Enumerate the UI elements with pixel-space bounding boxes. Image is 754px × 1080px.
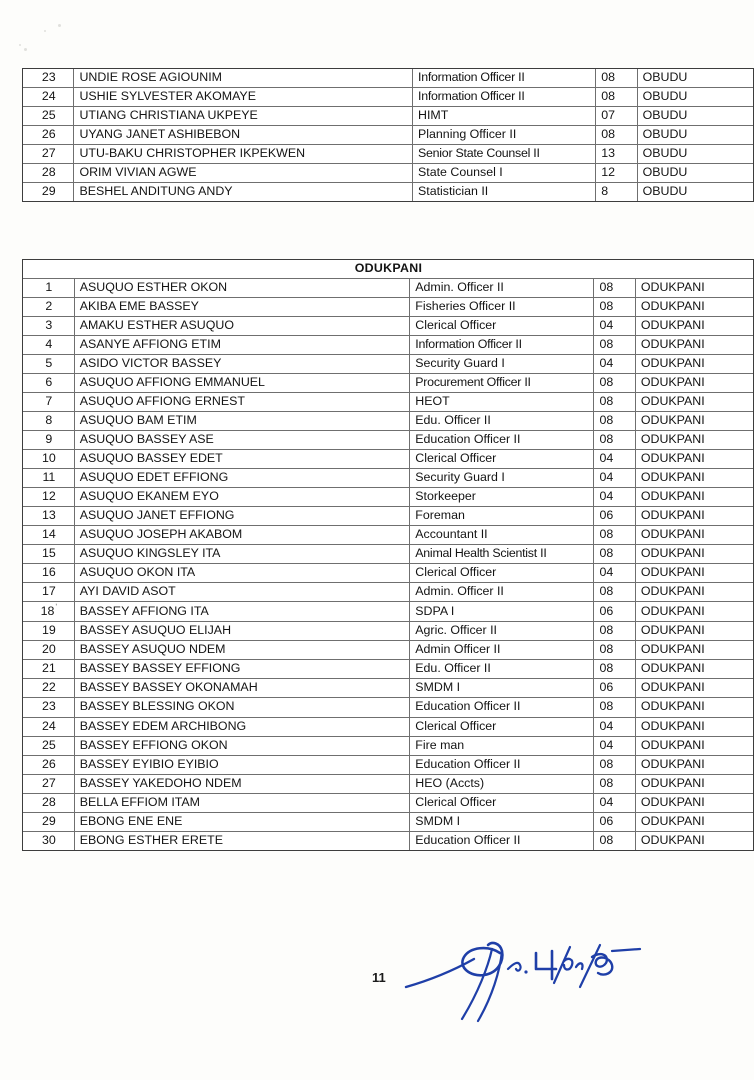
cell-grade-level: 04	[594, 469, 635, 488]
table-row	[23, 717, 754, 736]
table-row	[23, 336, 754, 355]
cell-name: ASUQUO OKON ITA	[74, 564, 410, 583]
cell-station: ODUKPANI	[635, 317, 753, 336]
cell-name: ASIDO VICTOR BASSEY	[74, 355, 410, 374]
cell-grade-level: 08	[594, 393, 635, 412]
cell-designation: SDPA I	[410, 602, 594, 622]
cell-name: UNDIE ROSE AGIOUNIM	[74, 69, 413, 88]
table-row	[23, 393, 754, 412]
cell-designation: Clerical Officer	[410, 564, 594, 583]
cell-serial-number: 14	[23, 526, 75, 545]
cell-grade-level: 04	[594, 717, 635, 736]
cell-designation: Procurement Officer II	[410, 374, 594, 393]
table-row	[23, 602, 754, 622]
cell-grade-level: 06	[594, 602, 635, 622]
cell-designation: Agric. Officer II	[410, 622, 594, 641]
scan-speck	[24, 48, 27, 51]
table-row	[23, 812, 754, 831]
cell-grade-level: 08	[594, 298, 635, 317]
cell-serial-number: 30	[23, 831, 75, 850]
cell-serial-number: 3	[23, 317, 75, 336]
staff-table-obudu	[22, 68, 754, 202]
table-row	[23, 88, 754, 107]
table-row	[23, 698, 754, 717]
cell-designation: Information Officer II	[413, 69, 596, 88]
cell-serial-number: 25	[23, 107, 74, 126]
table-row	[23, 126, 754, 145]
cell-designation: SMDM I	[410, 812, 594, 831]
cell-serial-number: 27	[23, 145, 74, 164]
cell-name: ASUQUO BAM ETIM	[74, 412, 410, 431]
staff-table-odukpani	[22, 259, 754, 851]
cell-grade-level: 08	[594, 774, 635, 793]
cell-name: EBONG ENE ENE	[74, 812, 410, 831]
cell-name: ASUQUO JOSEPH AKABOM	[74, 526, 410, 545]
cell-name: ASUQUO JANET EFFIONG	[74, 507, 410, 526]
cell-serial-number: 5	[23, 355, 75, 374]
cell-name: AYI DAVID ASOT	[74, 583, 410, 602]
cell-name: UTU-BAKU CHRISTOPHER IKPEKWEN	[74, 145, 413, 164]
cell-serial-number: 25	[23, 736, 75, 755]
table-row	[23, 774, 754, 793]
cell-name: BASSEY ASUQUO ELIJAH	[74, 622, 410, 641]
cell-serial-number: 19	[23, 622, 75, 641]
cell-station: ODUKPANI	[635, 507, 753, 526]
cell-designation: Storkeeper	[410, 488, 594, 507]
cell-name: BASSEY YAKEDOHO NDEM	[74, 774, 410, 793]
cell-designation: Clerical Officer	[410, 450, 594, 469]
table-row	[23, 183, 754, 202]
cell-serial-number: 2	[23, 298, 75, 317]
cell-grade-level: 08	[594, 431, 635, 450]
table-row	[23, 450, 754, 469]
table-row	[23, 564, 754, 583]
cell-designation: Fisheries Officer II	[410, 298, 594, 317]
cell-grade-level: 06	[594, 507, 635, 526]
cell-serial-number: 7	[23, 393, 75, 412]
cell-station: ODUKPANI	[635, 488, 753, 507]
cell-grade-level: 06	[594, 812, 635, 831]
cell-station: ODUKPANI	[635, 660, 753, 679]
table-row	[23, 69, 754, 88]
table-row	[23, 298, 754, 317]
cell-station: ODUKPANI	[635, 717, 753, 736]
cell-station: ODUKPANI	[635, 736, 753, 755]
cell-grade-level: 04	[594, 355, 635, 374]
cell-designation: Fire man	[410, 736, 594, 755]
cell-station: ODUKPANI	[635, 679, 753, 698]
table-row	[23, 679, 754, 698]
cell-grade-level: 08	[594, 374, 635, 393]
cell-name: BASSEY ASUQUO NDEM	[74, 641, 410, 660]
cell-name: BASSEY EFFIONG OKON	[74, 736, 410, 755]
cell-station: ODUKPANI	[635, 412, 753, 431]
cell-serial-number: 24	[23, 88, 74, 107]
table-row	[23, 107, 754, 126]
cell-grade-level: 08	[594, 583, 635, 602]
cell-designation: HEO (Accts)	[410, 774, 594, 793]
cell-station: ODUKPANI	[635, 564, 753, 583]
table-row	[23, 793, 754, 812]
cell-name: BASSEY BASSEY OKONAMAH	[74, 679, 410, 698]
cell-serial-number: 26	[23, 755, 75, 774]
cell-designation: Accountant II	[410, 526, 594, 545]
cell-grade-level: 08	[594, 698, 635, 717]
cell-serial-number: 12	[23, 488, 75, 507]
cell-station: OBUDU	[637, 69, 753, 88]
cell-serial-number: 29	[23, 183, 74, 202]
scan-speck	[19, 44, 21, 46]
cell-name: ASUQUO BASSEY ASE	[74, 431, 410, 450]
cell-serial-number: 28	[23, 164, 74, 183]
cell-designation: Senior State Counsel II	[413, 145, 596, 164]
cell-designation: Animal Health Scientist II	[410, 545, 594, 564]
cell-designation: Clerical Officer	[410, 793, 594, 812]
table-row	[23, 412, 754, 431]
table-body	[23, 69, 754, 202]
cell-grade-level: 13	[596, 145, 637, 164]
cell-grade-level: 08	[594, 660, 635, 679]
cell-name: BASSEY EYIBIO EYIBIO	[74, 755, 410, 774]
cell-serial-number: 1	[23, 279, 75, 298]
cell-designation: Edu. Officer II	[410, 660, 594, 679]
cell-serial-number: 9	[23, 431, 75, 450]
cell-designation: Information Officer II	[410, 336, 594, 355]
page-number: 11	[372, 970, 386, 985]
cell-grade-level: 08	[594, 336, 635, 355]
table-row	[23, 526, 754, 545]
cell-station: ODUKPANI	[635, 583, 753, 602]
cell-grade-level: 04	[594, 793, 635, 812]
cell-designation: Planning Officer II	[413, 126, 596, 145]
cell-name: ORIM VIVIAN AGWE	[74, 164, 413, 183]
cell-name: ASUQUO EKANEM EYO	[74, 488, 410, 507]
cell-serial-number: 10	[23, 450, 75, 469]
cell-grade-level: 04	[594, 317, 635, 336]
table-row	[23, 736, 754, 755]
cell-grade-level: 08	[596, 126, 637, 145]
table-row	[23, 164, 754, 183]
cell-serial-number: 20	[23, 641, 75, 660]
cell-designation: Statistician II	[413, 183, 596, 202]
cell-station: OBUDU	[637, 126, 753, 145]
cell-station: OBUDU	[637, 183, 753, 202]
cell-station: ODUKPANI	[635, 622, 753, 641]
cell-station: ODUKPANI	[635, 526, 753, 545]
table-row	[23, 507, 754, 526]
scan-tick-mark: ʼ	[55, 603, 58, 613]
cell-name: ASUQUO EDET EFFIONG	[74, 469, 410, 488]
group-heading-row	[23, 260, 754, 279]
cell-serial-number: 13	[23, 507, 75, 526]
cell-grade-level: 08	[596, 69, 637, 88]
cell-name: UTIANG CHRISTIANA UKPEYE	[74, 107, 413, 126]
cell-designation: HEOT	[410, 393, 594, 412]
table-row	[23, 622, 754, 641]
cell-serial-number: 26	[23, 126, 74, 145]
cell-serial-number: 17	[23, 583, 75, 602]
cell-name: BASSEY AFFIONG ITA	[74, 602, 410, 622]
cell-serial-number: 4	[23, 336, 75, 355]
table-row	[23, 583, 754, 602]
table-row	[23, 641, 754, 660]
cell-serial-number: 6	[23, 374, 75, 393]
cell-station: ODUKPANI	[635, 698, 753, 717]
cell-grade-level: 04	[594, 564, 635, 583]
cell-designation: Edu. Officer II	[410, 412, 594, 431]
cell-grade-level: 08	[594, 526, 635, 545]
cell-designation: Education Officer II	[410, 431, 594, 450]
cell-serial-number: 28	[23, 793, 75, 812]
scan-speck	[58, 24, 61, 27]
cell-name: BASSEY BLESSING OKON	[74, 698, 410, 717]
table-body	[23, 260, 754, 851]
cell-station: ODUKPANI	[635, 393, 753, 412]
cell-designation: Admin Officer II	[410, 641, 594, 660]
cell-grade-level: 08	[594, 755, 635, 774]
cell-name: EBONG ESTHER ERETE	[74, 831, 410, 850]
cell-station: ODUKPANI	[635, 450, 753, 469]
cell-designation: Security Guard I	[410, 355, 594, 374]
cell-station: ODUKPANI	[635, 812, 753, 831]
cell-name: ASUQUO KINGSLEY ITA	[74, 545, 410, 564]
cell-grade-level: 04	[594, 488, 635, 507]
cell-station: OBUDU	[637, 164, 753, 183]
cell-station: ODUKPANI	[635, 774, 753, 793]
cell-name: BASSEY BASSEY EFFIONG	[74, 660, 410, 679]
cell-grade-level: 08	[594, 279, 635, 298]
table-row	[23, 355, 754, 374]
cell-station: ODUKPANI	[635, 469, 753, 488]
cell-grade-level: 04	[594, 736, 635, 755]
cell-designation: Information Officer II	[413, 88, 596, 107]
cell-grade-level: 06	[594, 679, 635, 698]
table-row	[23, 545, 754, 564]
table-row	[23, 317, 754, 336]
cell-designation: Education Officer II	[410, 831, 594, 850]
cell-serial-number: 23	[23, 698, 75, 717]
cell-station: ODUKPANI	[635, 336, 753, 355]
cell-grade-level: 12	[596, 164, 637, 183]
cell-station: ODUKPANI	[635, 279, 753, 298]
cell-serial-number: 24	[23, 717, 75, 736]
cell-name: UYANG JANET ASHIBEBON	[74, 126, 413, 145]
table-row	[23, 145, 754, 164]
cell-serial-number: 29	[23, 812, 75, 831]
cell-serial-number: 15	[23, 545, 75, 564]
cell-name: ASUQUO BASSEY EDET	[74, 450, 410, 469]
table-row	[23, 488, 754, 507]
cell-designation: Security Guard I	[410, 469, 594, 488]
cell-station: ODUKPANI	[635, 298, 753, 317]
cell-station: ODUKPANI	[635, 374, 753, 393]
cell-name: AKIBA EME BASSEY	[74, 298, 410, 317]
handwritten-signature	[404, 935, 704, 1025]
group-heading-label: ODUKPANI	[23, 260, 754, 279]
cell-serial-number: 23	[23, 69, 74, 88]
cell-name: AMAKU ESTHER ASUQUO	[74, 317, 410, 336]
cell-designation: Education Officer II	[410, 698, 594, 717]
cell-designation: HIMT	[413, 107, 596, 126]
cell-station: ODUKPANI	[635, 602, 753, 622]
cell-station: ODUKPANI	[635, 755, 753, 774]
table-row	[23, 755, 754, 774]
cell-grade-level: 08	[596, 88, 637, 107]
cell-station: OBUDU	[637, 107, 753, 126]
cell-station: ODUKPANI	[635, 831, 753, 850]
cell-designation: Admin. Officer II	[410, 279, 594, 298]
cell-designation: Foreman	[410, 507, 594, 526]
cell-grade-level: 08	[594, 412, 635, 431]
cell-station: ODUKPANI	[635, 641, 753, 660]
table-row	[23, 374, 754, 393]
cell-designation: Education Officer II	[410, 755, 594, 774]
cell-station: ODUKPANI	[635, 545, 753, 564]
cell-name: ASUQUO ESTHER OKON	[74, 279, 410, 298]
cell-serial-number: 16	[23, 564, 75, 583]
table-row	[23, 279, 754, 298]
cell-name: ASUQUO AFFIONG EMMANUEL	[74, 374, 410, 393]
cell-serial-number: 22	[23, 679, 75, 698]
cell-station: OBUDU	[637, 88, 753, 107]
cell-grade-level: 04	[594, 450, 635, 469]
scan-speck	[44, 30, 46, 32]
cell-serial-number: 11	[23, 469, 75, 488]
cell-name: ASUQUO AFFIONG ERNEST	[74, 393, 410, 412]
cell-serial-number: $18^ʼ$	[23, 602, 75, 622]
cell-serial-number: 21	[23, 660, 75, 679]
cell-designation: Admin. Officer II	[410, 583, 594, 602]
cell-serial-number: 27	[23, 774, 75, 793]
cell-designation: State Counsel I	[413, 164, 596, 183]
cell-name: USHIE SYLVESTER AKOMAYE	[74, 88, 413, 107]
cell-station: ODUKPANI	[635, 355, 753, 374]
cell-designation: Clerical Officer	[410, 317, 594, 336]
cell-serial-number: 8	[23, 412, 75, 431]
cell-name: BELLA EFFIOM ITAM	[74, 793, 410, 812]
cell-name: ASANYE AFFIONG ETIM	[74, 336, 410, 355]
table-row	[23, 431, 754, 450]
cell-grade-level: 08	[594, 831, 635, 850]
cell-station: OBUDU	[637, 145, 753, 164]
table-row	[23, 660, 754, 679]
cell-grade-level: 08	[594, 622, 635, 641]
table-row	[23, 831, 754, 850]
cell-name: BASSEY EDEM ARCHIBONG	[74, 717, 410, 736]
cell-grade-level: 08	[594, 545, 635, 564]
cell-station: ODUKPANI	[635, 793, 753, 812]
cell-designation: SMDM I	[410, 679, 594, 698]
cell-grade-level: 08	[594, 641, 635, 660]
cell-station: ODUKPANI	[635, 431, 753, 450]
cell-name: BESHEL ANDITUNG ANDY	[74, 183, 413, 202]
table-row	[23, 469, 754, 488]
cell-designation: Clerical Officer	[410, 717, 594, 736]
cell-grade-level: 07	[596, 107, 637, 126]
cell-grade-level: 8	[596, 183, 637, 202]
